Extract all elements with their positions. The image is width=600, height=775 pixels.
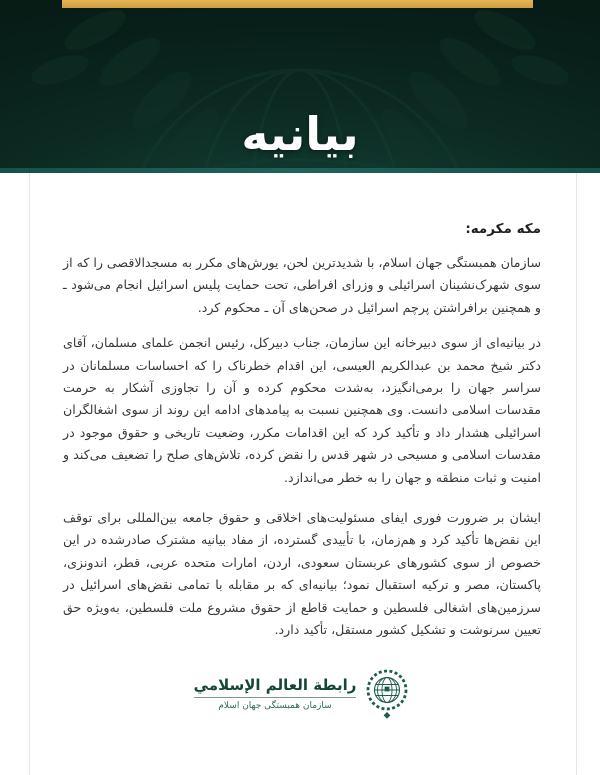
organization-logo-text — [194, 676, 357, 711]
statement-card — [29, 173, 577, 775]
organization-logo — [63, 668, 541, 720]
salutation: مکه مکرمه: — [465, 221, 541, 237]
statement-paragraph-2: در بیانیه‌ای از سوی دبیرخانه این سازمان، جناب دبیرکل، رئیس انجمن علمای مسلمان، آقای دکتر شیخ محمد بن عبدالکریم العیسی، این اقدام خطرناک را که احساسات مسلمانان در سراسر جهان را برمی‌انگیزد، به‌شدت محکوم کرده و آن را تجاوزی آشکار به حرمت مقدسات اسلامی دانست. وی همچنین نسبت به پیامدهای ادامه این روند از سوی اشغالگران اسرائیلی هشدار داد و تأکید کرد که این اقدامات مکرر، وضعیت تاریخی و حقوق موجود در مقدسات اسلامی و مسیحی در شهر قدس را نقض کرده، تلاش‌های صلح را تضعیف می‌کند و امنیت و ثبات منطقه و جهان را به خطر می‌اندازد. — [63, 335, 541, 485]
organization-name-arabic: رابطة العالم الإسلامي — [194, 676, 357, 698]
statement-paragraph-3: ایشان بر ضرورت فوری ایفای مسئولیت‌های اخلاقی و حقوق جامعه بین‌المللی برای توقف این نقض‌ها تأکید کرد و هم‌زمان، با تأییدی گسترده، از مفاد بیانیه مشترک صادرشده در این خصوص از سوی کشورهای عربستان سعودی، اردن، امارات متحده عربی، قطر، اندونزی، پاکستان، مصر و ترکیه استقبال نمود؛ بیانیه‌ای که بر مقابله با تمامی نقض‌های اسرائیل در سرزمین‌های اشغالی فلسطین و حمایت قاطع از حقوق مشروع ملت فلسطین، به‌ویژه حق تعیین سرنوشت و تشکیل کشور مستقل، تأکید دارد. — [63, 510, 541, 638]
header-banner — [0, 0, 600, 168]
mwl-wreath-globe-emblem-icon — [364, 668, 410, 720]
page-title: بیانیه — [241, 107, 359, 162]
statement-paragraph-1: سازمان همبستگی جهان اسلام، با شدیدترین لحن، یورش‌های مکرر به مسجدالاقصی را که از سوی شهرک‌نشینان اسرائیلی و وزرای افراطی، تحت حمایت پلیس اسرائیل انجام می‌شود ـ و همچنین برافراشتن پرچم اسرائیل در صحن‌های آن ـ محکوم کرد. — [63, 255, 541, 315]
organization-name-persian: سازمان همبستگی جهان اسلام — [218, 700, 332, 711]
